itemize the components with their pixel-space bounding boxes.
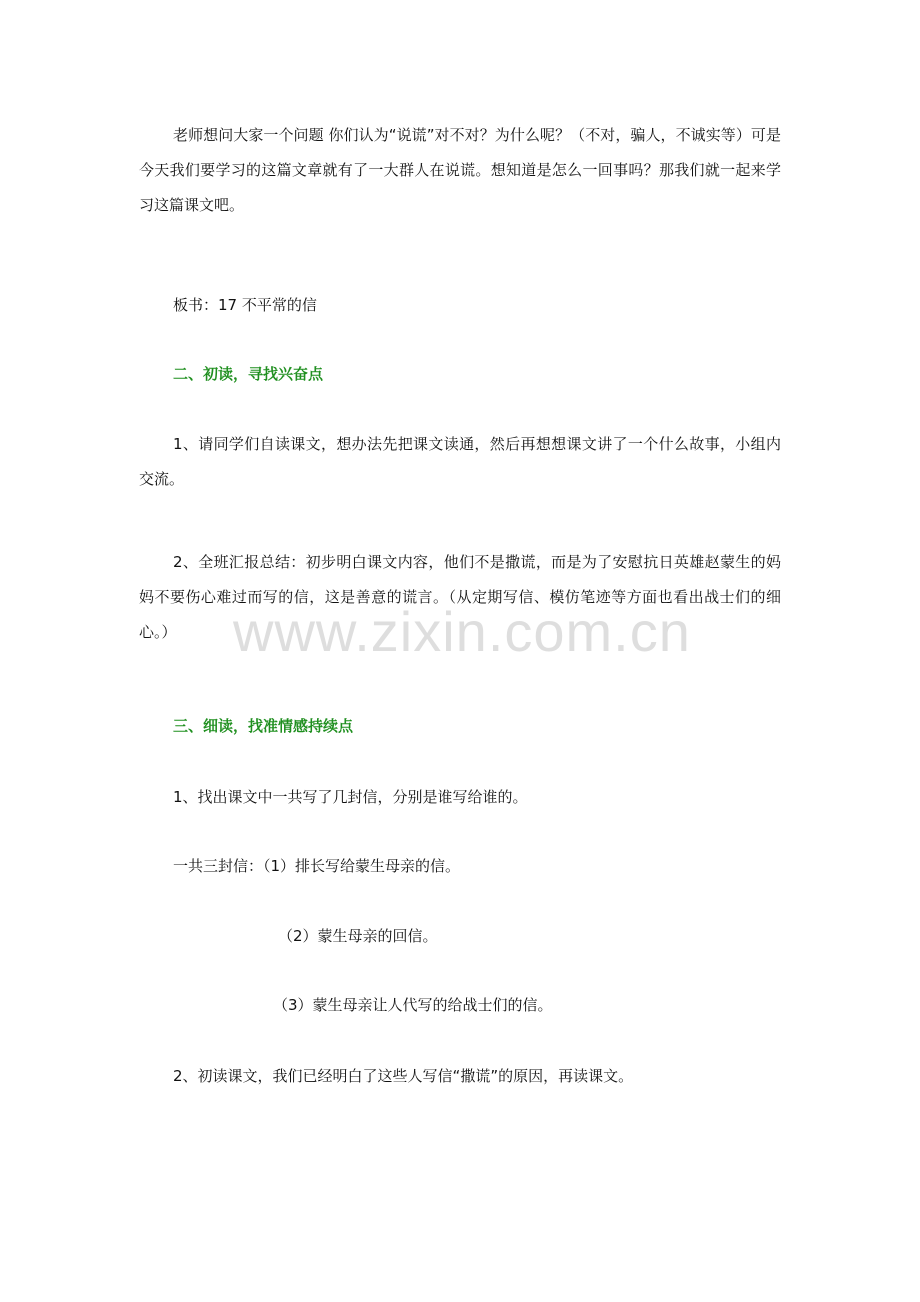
letter-2: （2）蒙生母亲的回信。 [278,927,438,945]
letters-intro: 一共三封信：（1）排长写给蒙生母亲的信。 [173,857,461,875]
section-3-item-1: 1、找出课文中一共写了几封信，分别是谁写给谁的。 [173,788,528,806]
section-2-heading: 二、初读，寻找兴奋点 [173,365,324,383]
section-2-item-2: 2、全班汇报总结：初步明白课文内容，他们不是撒谎，而是为了安慰抗日英雄赵蒙生的妈妈不要伤心难过而写的信，这是善意的谎言。（从定期写信、模仿笔迹等方面也看出战士们的细心。） [139,553,781,641]
section-3-heading: 三、细读，找准情感持续点 [173,717,354,735]
section-2-item-1: 1、请同学们自读课文，想办法先把课文读通，然后再想想课文讲了一个什么故事，小组内交流。 [139,435,781,488]
intro-paragraph: 老师想问大家一个问题 你们认为“说谎”对不对？为什么呢？（不对，骗人，不诚实等）可是今天我们要学习的这篇文章就有了一大群人在说谎。想知道是怎么一回事吗？那我们就一起来学习这篇课文吧。 [139,126,781,214]
letter-3: （3）蒙生母亲让人代写的给战士们的信。 [273,996,553,1014]
section-3-item-2: 2、初读课文，我们已经明白了这些人写信“撒谎”的原因，再读课文。 [173,1067,634,1085]
watermark: www.zixin.com.cn [233,600,691,663]
board-title: 板书：17 不平常的信 [173,296,317,314]
